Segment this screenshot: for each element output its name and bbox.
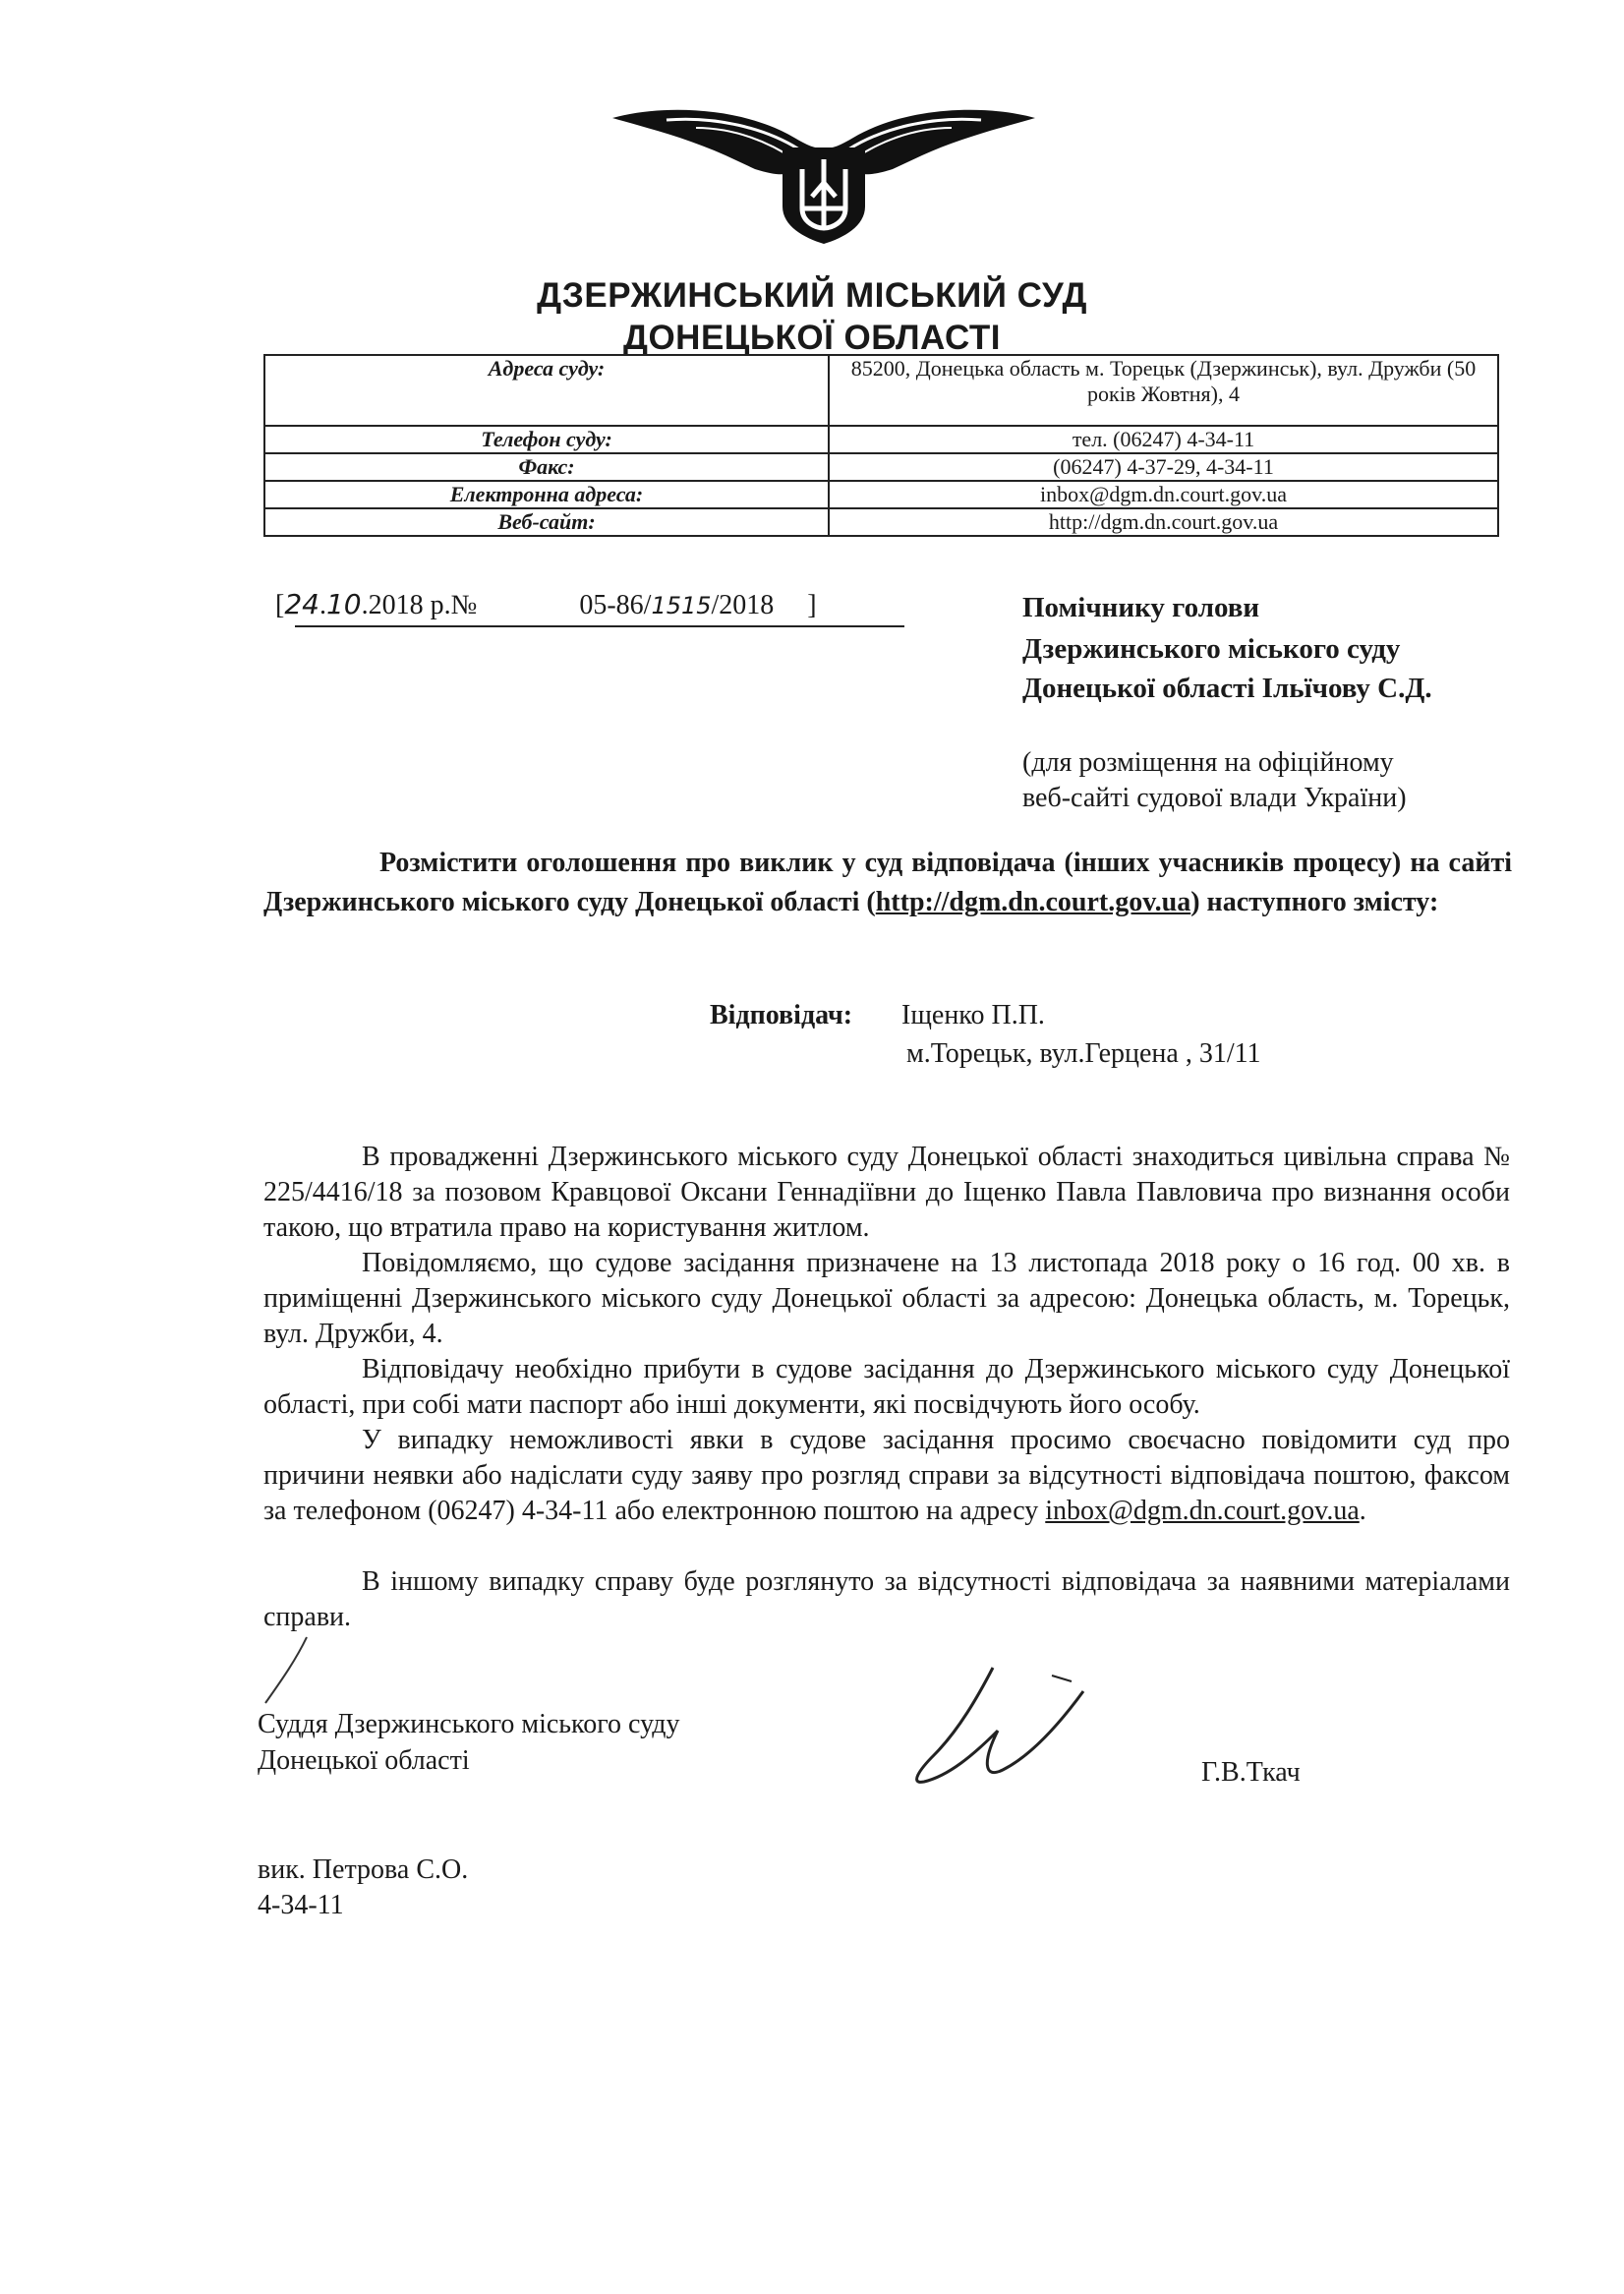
body-paragraph-default: В іншому випадку справу буде розглянуто за відсутності відповідача за наявними матеріалами справи. <box>263 1566 1510 1632</box>
date-rest: .2018 р.№ <box>361 590 478 620</box>
bracket-close: ] <box>807 590 817 620</box>
fax-value: (06247) 4-37-29, 4-34-11 <box>829 453 1498 481</box>
margin-stroke <box>258 1632 317 1711</box>
number-suffix: /2018 <box>711 590 775 620</box>
table-row <box>264 426 1498 453</box>
signature-position-line2: Донецької області <box>258 1745 470 1776</box>
registration-number <box>275 588 817 621</box>
court-name-line1: ДЗЕРЖИНСЬКИЙ МІСЬКИЙ СУД <box>537 276 1087 315</box>
executor-name: вик. Петрова С.О. <box>258 1854 469 1885</box>
court-info-table <box>263 354 1499 537</box>
address-value: 85200, Донецька область м. Торецьк (Дзержинськ), вул. Дружби (50 років Жовтня), 4 <box>829 355 1498 426</box>
email-label: Електронна адреса: <box>264 481 829 508</box>
website-link[interactable]: http://dgm.dn.court.gov.ua <box>875 887 1191 917</box>
absence-text: У випадку неможливості явки в судове засідання просимо своєчасно повідомити суд про причини неявки або надіслати суду заяву про розгляд справи за відсутності відповідача поштою, факсом за телефоном (06247) 4-34-11 або електронною поштою на адресу <box>263 1425 1510 1526</box>
table-row <box>264 355 1498 426</box>
instruction-paragraph <box>263 844 1512 922</box>
registration-underline <box>295 625 904 627</box>
phone-label: Телефон суду: <box>264 426 829 453</box>
court-name-line2: ДОНЕЦЬКОЇ ОБЛАСТІ <box>623 319 1001 357</box>
executor-phone: 4-34-11 <box>258 1890 344 1920</box>
table-row <box>264 508 1498 536</box>
handwritten-number: 1515 <box>651 592 712 619</box>
instruction-text-end: ) наступного змісту: <box>1190 887 1439 917</box>
court-emblem <box>608 98 1040 246</box>
handwritten-day: 24 <box>284 588 319 620</box>
defendant-address: м.Торецьк, вул.Герцена , 31/11 <box>906 1038 1261 1069</box>
signature-position-line1: Суддя Дзержинського міського суду <box>258 1709 680 1739</box>
addressee-line3: Донецької області Ільїчову С.Д. <box>1022 673 1432 704</box>
addressee-line1: Помічнику голови <box>1022 592 1260 623</box>
email-value: inbox@dgm.dn.court.gov.ua <box>829 481 1498 508</box>
addressee-line2: Дзержинського міського суду <box>1022 633 1401 665</box>
body-paragraph-absence <box>263 1423 1510 1529</box>
table-row <box>264 453 1498 481</box>
website-value: http://dgm.dn.court.gov.ua <box>829 508 1498 536</box>
number-prefix: 05-86/ <box>579 590 652 620</box>
handwritten-month: 10 <box>325 588 362 620</box>
judge-signature <box>865 1662 1091 1809</box>
absence-text-end: . <box>1359 1496 1366 1526</box>
defendant-label: Відповідач: <box>710 1000 853 1030</box>
publication-note-line1: (для розміщення на офіційному <box>1022 747 1394 778</box>
body-paragraph-case: В провадженні Дзержинського міського суду Донецької області знаходиться цивільна справа № 225/4416/18 за позовом Кравцової Оксани Геннадіївни до Іщенко Павла Павловича про визнання особи такою, що втратила право на користування житлом. <box>263 1142 1510 1243</box>
body-paragraph-hearing: Повідомляємо, що судове засідання призначене на 13 листопада 2018 року о 16 год. 00 хв. в приміщенні Дзержинського міського суду Донецької області за адресою: Донецька область, м. Торецьк, вул. Дружби, 4. <box>263 1248 1510 1349</box>
address-label: Адреса суду: <box>264 355 829 426</box>
fax-label: Факс: <box>264 453 829 481</box>
bracket-open: [ <box>275 590 285 620</box>
email-link[interactable]: inbox@dgm.dn.court.gov.ua <box>1045 1496 1360 1526</box>
table-row <box>264 481 1498 508</box>
publication-note-line2: веб-сайті судової влади України) <box>1022 783 1407 813</box>
judge-name: Г.В.Ткач <box>1201 1757 1301 1788</box>
body-paragraph-appear: Відповідачу необхідно прибути в судове засідання до Дзержинського міського суду Донецької області, при собі мати паспорт або інші документи, які посвідчують його особу. <box>263 1354 1510 1420</box>
defendant-name: Іщенко П.П. <box>901 1000 1045 1030</box>
website-label: Веб-сайт: <box>264 508 829 536</box>
date-dot: . <box>319 590 326 620</box>
instruction-text: Розмістити оголошення про виклик у суд відповідача (інших учасників процесу) на сайті Дзержинського міського суду Донецької області ( <box>263 848 1512 917</box>
phone-value: тел. (06247) 4-34-11 <box>829 426 1498 453</box>
